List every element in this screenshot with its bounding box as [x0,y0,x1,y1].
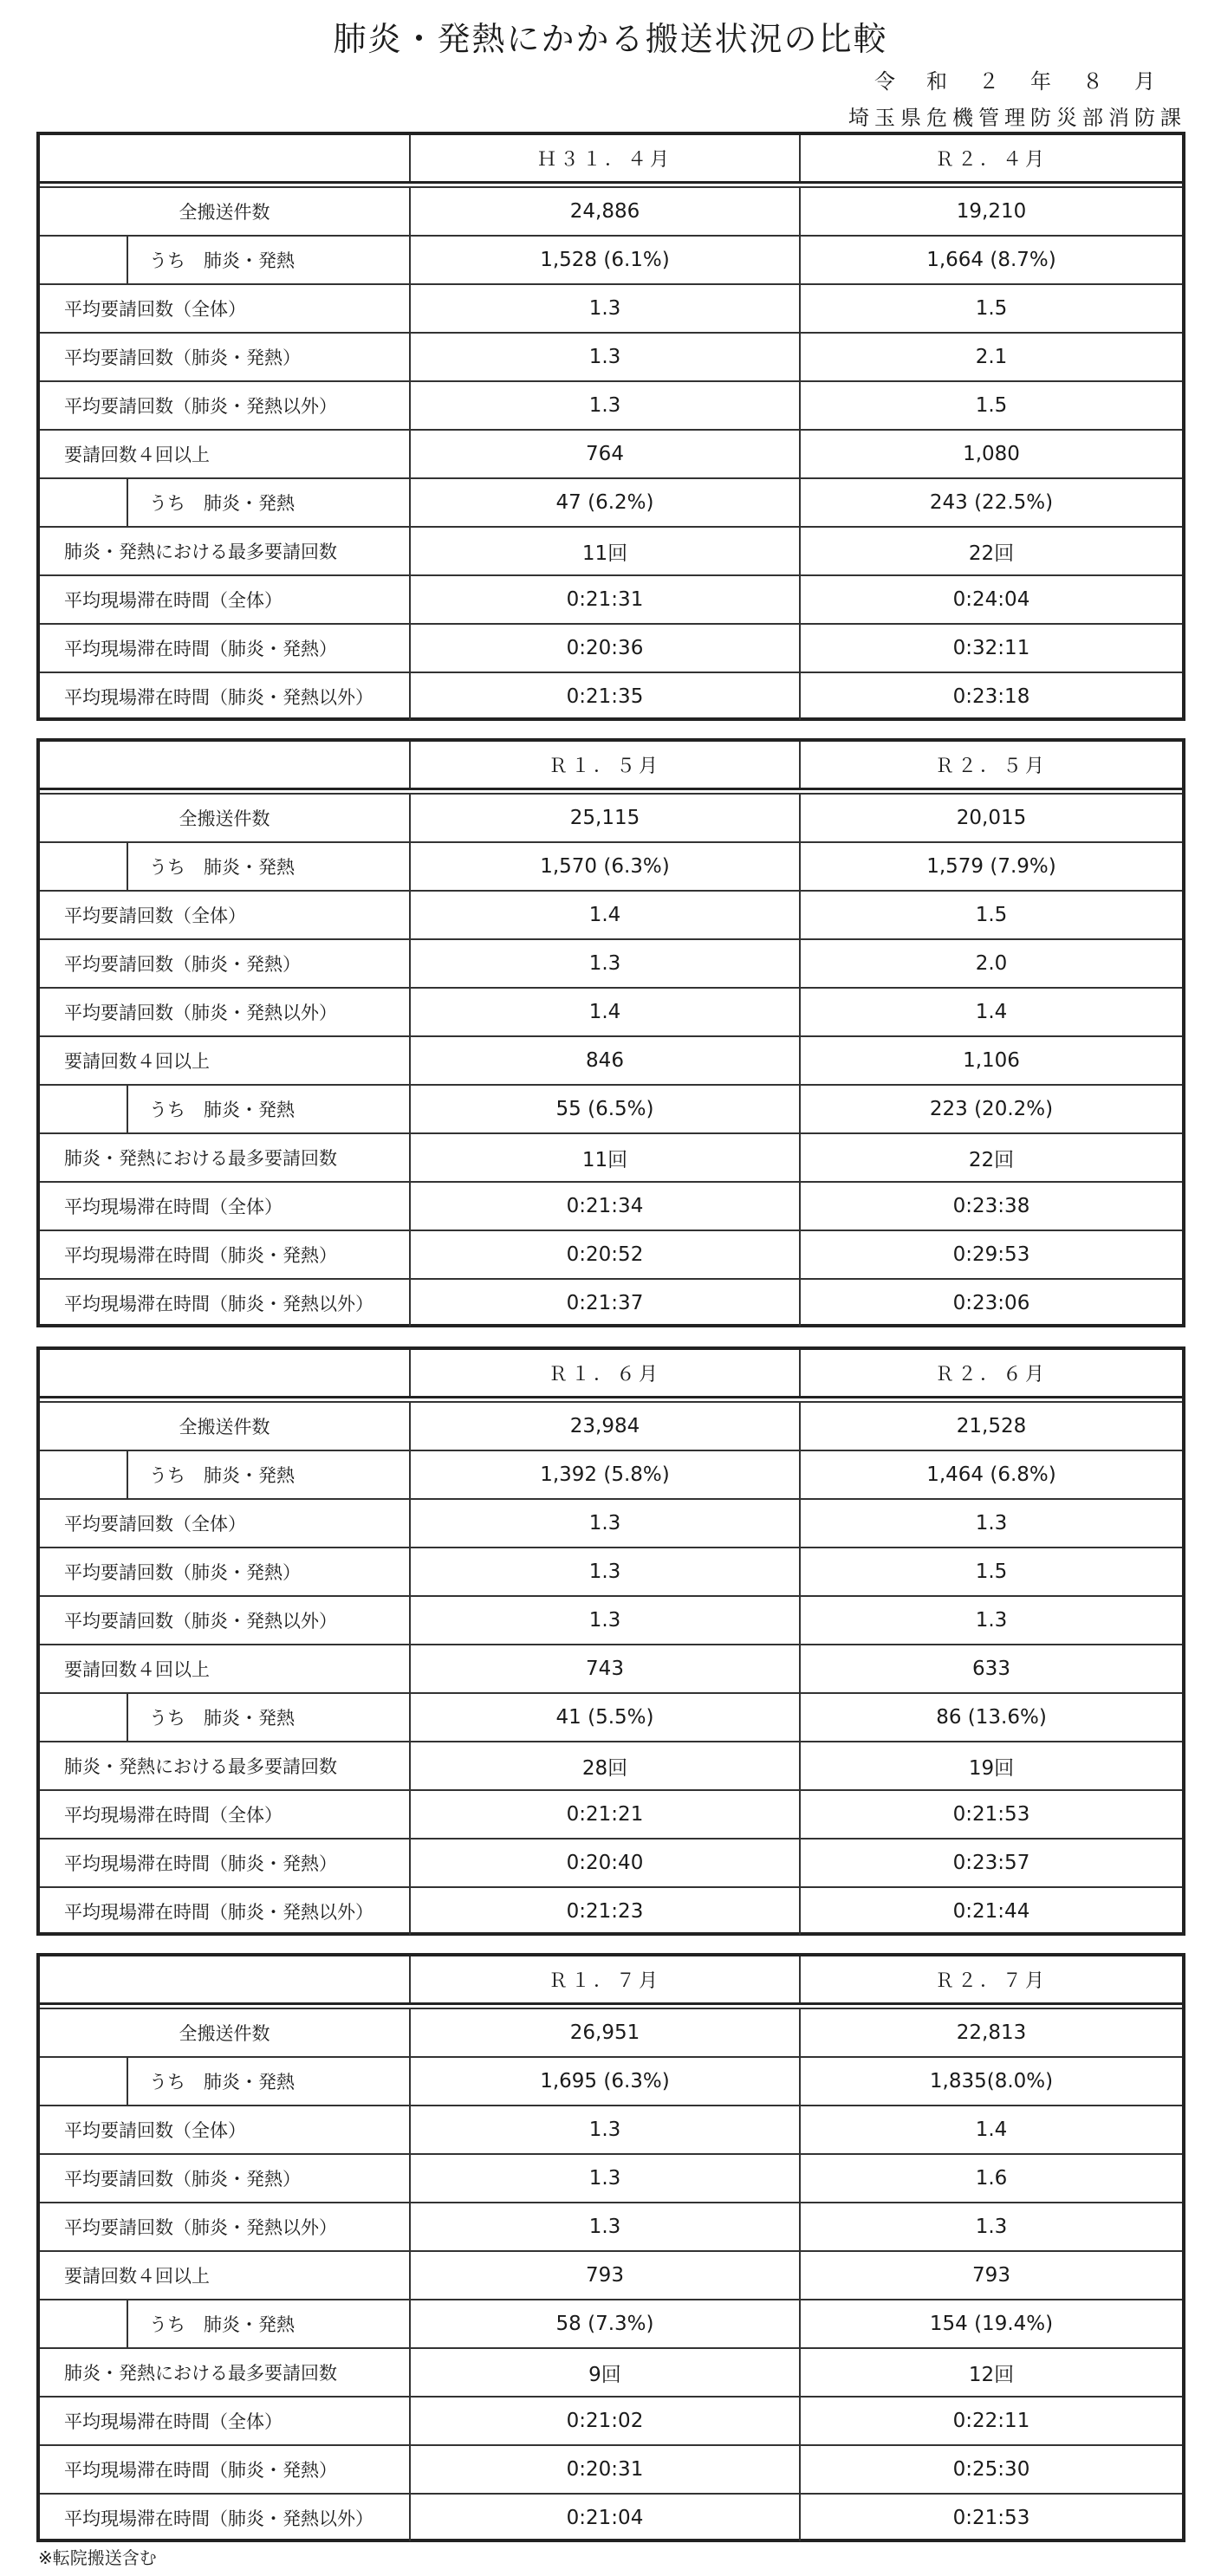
header-period-a: Ｒ１．７月 [409,1956,799,2002]
value-period-a: 1.3 [409,940,799,987]
row-label: うち 肺炎・発熱 [127,843,409,890]
header-label-cell [40,1956,409,2002]
value-period-a: 1.3 [409,1500,799,1547]
value-period-b: 21,528 [799,1403,1182,1450]
value-period-a: 0:21:02 [409,2398,799,2444]
value-period-a: 1.3 [409,1548,799,1595]
page-title: 肺炎・発熱にかかる搬送状況の比較 [333,20,888,58]
row-label: 平均現場滞在時間（肺炎・発熱） [64,2460,337,2481]
value-period-b: 1.5 [799,382,1182,429]
table-header-row [40,135,1182,184]
value-period-b: 22,813 [799,2009,1182,2056]
value-period-a: 58 (7.3%) [409,2300,799,2347]
row-label: 肺炎・発熱における最多要請回数 [64,1756,337,1777]
table-row [40,1644,1182,1692]
value-period-a: 1,570 (6.3%) [409,843,799,890]
value-period-b: 0:29:53 [799,1231,1182,1278]
row-label: 全搬送件数 [179,2023,270,2044]
table-row [40,2347,1182,2396]
value-period-b: 0:23:18 [799,673,1182,720]
row-label: 平均現場滞在時間（全体） [64,1805,283,1826]
row-label: 要請回数４回以上 [64,1659,210,1680]
value-period-a: 28回 [409,1742,799,1789]
table-header-row [40,742,1182,790]
row-label: うち 肺炎・発熱 [127,1694,409,1741]
value-period-a: 0:21:37 [409,1280,799,1327]
value-period-b: 0:25:30 [799,2446,1182,2493]
value-period-b: 1.3 [799,2203,1182,2250]
value-period-a: 11回 [409,1134,799,1181]
value-period-a: 0:21:04 [409,2495,799,2541]
row-label: 肺炎・発熱における最多要請回数 [64,542,337,562]
row-label: 肺炎・発熱における最多要請回数 [64,1148,337,1169]
value-period-a: 26,951 [409,2009,799,2056]
header-label-cell [40,1350,409,1396]
value-period-a: 1,528 (6.1%) [409,237,799,283]
table-row [40,1838,1182,1886]
table-row [40,186,1182,235]
value-period-a: 24,886 [409,188,799,235]
row-label: 平均現場滞在時間（肺炎・発熱） [64,1853,337,1874]
comparison-table [36,1346,1185,1936]
value-period-a: 1,695 (6.3%) [409,2058,799,2105]
header-period-b: Ｒ２．７月 [799,1956,1182,2002]
value-period-a: 0:20:52 [409,1231,799,1278]
row-label: うち 肺炎・発熱 [127,237,409,283]
header-period-b: Ｒ２．６月 [799,1350,1182,1396]
table-row [40,380,1182,429]
header-period-b: Ｒ２．４月 [799,135,1182,181]
document-date: 令和２年８月 [874,69,1186,94]
table-row [40,2202,1182,2250]
value-period-b: 20,015 [799,795,1182,841]
row-label: 平均要請回数（肺炎・発熱） [64,347,301,368]
table-row [40,1886,1182,1935]
value-period-a: 846 [409,1037,799,1084]
row-label: 平均現場滞在時間（肺炎・発熱以外） [64,687,373,708]
value-period-b: 22回 [799,528,1182,574]
row-label: うち 肺炎・発熱 [127,479,409,526]
value-period-a: 0:20:40 [409,1840,799,1886]
value-period-a: 55 (6.5%) [409,1086,799,1132]
row-label: 平均現場滞在時間（肺炎・発熱以外） [64,1902,373,1923]
value-period-b: 1.5 [799,285,1182,332]
value-period-b: 154 (19.4%) [799,2300,1182,2347]
value-period-b: 2.1 [799,334,1182,380]
value-period-a: 1.3 [409,382,799,429]
value-period-a: 0:21:31 [409,576,799,623]
row-label: 肺炎・発熱における最多要請回数 [64,2363,337,2384]
value-period-b: 1.5 [799,1548,1182,1595]
value-period-a: 47 (6.2%) [409,479,799,526]
row-label: 平均要請回数（肺炎・発熱以外） [64,1002,337,1023]
table-row [40,1278,1182,1327]
value-period-a: 0:21:23 [409,1888,799,1935]
header-period-b: Ｒ２．５月 [799,742,1182,788]
row-label: うち 肺炎・発熱 [127,1086,409,1132]
table-row [40,2250,1182,2299]
value-period-b: 1,835(8.0%) [799,2058,1182,2105]
table-row [40,1450,1182,1498]
value-period-b: 19,210 [799,188,1182,235]
value-period-b: 1.3 [799,1500,1182,1547]
value-period-b: 0:22:11 [799,2398,1182,2444]
table-row [40,1498,1182,1547]
value-period-b: 0:21:44 [799,1888,1182,1935]
row-label: 全搬送件数 [179,202,270,223]
table-row [40,938,1182,987]
table-row [40,1084,1182,1132]
value-period-a: 793 [409,2252,799,2299]
table-row [40,283,1182,332]
value-period-b: 0:32:11 [799,625,1182,672]
table-row [40,890,1182,938]
row-label: 要請回数４回以上 [64,1051,210,1072]
value-period-b: 1.4 [799,2106,1182,2153]
value-period-a: 1.3 [409,2203,799,2250]
row-label: うち 肺炎・発熱 [127,2300,409,2347]
header-label-cell [40,135,409,181]
table-row [40,2105,1182,2153]
row-label: 全搬送件数 [179,1417,270,1437]
value-period-a: 1.3 [409,1597,799,1644]
row-label: うち 肺炎・発熱 [127,2058,409,2105]
value-period-b: 12回 [799,2349,1182,2396]
value-period-b: 1,106 [799,1037,1182,1084]
table-row [40,1181,1182,1230]
row-label: 要請回数４回以上 [64,2266,210,2287]
table-row [40,1741,1182,1789]
row-label: 平均要請回数（肺炎・発熱） [64,1562,301,1583]
value-period-b: 86 (13.6%) [799,1694,1182,1741]
row-label: 平均現場滞在時間（肺炎・発熱以外） [64,2508,373,2529]
row-label: 平均要請回数（肺炎・発熱） [64,954,301,975]
row-label: 平均現場滞在時間（全体） [64,590,283,611]
row-label: 平均現場滞在時間（肺炎・発熱） [64,639,337,659]
table-row [40,1230,1182,1278]
row-label: 全搬送件数 [179,808,270,829]
value-period-b: 0:23:06 [799,1280,1182,1327]
value-period-b: 1,464 (6.8%) [799,1451,1182,1498]
value-period-a: 0:20:36 [409,625,799,672]
value-period-a: 743 [409,1645,799,1692]
table-row [40,793,1182,841]
table-row [40,429,1182,477]
value-period-a: 1.4 [409,989,799,1035]
value-period-a: 25,115 [409,795,799,841]
value-period-a: 1.3 [409,2155,799,2202]
value-period-a: 0:21:35 [409,673,799,720]
table-row [40,2493,1182,2541]
comparison-table [36,132,1185,721]
table-header-row [40,1350,1182,1398]
row-label: 平均要請回数（全体） [64,2120,246,2141]
table-row [40,2396,1182,2444]
value-period-b: 1,664 (8.7%) [799,237,1182,283]
table-row [40,2153,1182,2202]
header-period-a: Ｒ１．６月 [409,1350,799,1396]
table-row [40,2444,1182,2493]
table-row [40,1789,1182,1838]
value-period-b: 1,579 (7.9%) [799,843,1182,890]
table-row [40,1401,1182,1450]
value-period-b: 0:23:38 [799,1183,1182,1230]
row-label: 平均現場滞在時間（肺炎・発熱以外） [64,1294,373,1314]
value-period-b: 1.6 [799,2155,1182,2202]
value-period-b: 1.5 [799,892,1182,938]
table-row [40,332,1182,380]
value-period-a: 11回 [409,528,799,574]
table-row [40,841,1182,890]
value-period-a: 0:21:21 [409,1791,799,1838]
row-label: 平均要請回数（肺炎・発熱以外） [64,1611,337,1632]
value-period-b: 19回 [799,1742,1182,1789]
value-period-b: 0:21:53 [799,2495,1182,2541]
row-label: 平均現場滞在時間（肺炎・発熱） [64,1245,337,1266]
table-row [40,526,1182,574]
row-label: 平均要請回数（全体） [64,1514,246,1535]
row-label: 要請回数４回以上 [64,444,210,465]
value-period-a: 0:21:34 [409,1183,799,1230]
row-label: 平均要請回数（全体） [64,905,246,926]
comparison-table [36,738,1185,1327]
value-period-a: 41 (5.5%) [409,1694,799,1741]
value-period-a: 1.3 [409,285,799,332]
value-period-a: 1,392 (5.8%) [409,1451,799,1498]
table-row [40,672,1182,720]
row-label: 平均要請回数（肺炎・発熱以外） [64,396,337,417]
value-period-b: 223 (20.2%) [799,1086,1182,1132]
value-period-a: 9回 [409,2349,799,2396]
value-period-b: 1,080 [799,431,1182,477]
row-label: うち 肺炎・発熱 [127,1451,409,1498]
table-row [40,235,1182,283]
value-period-a: 1.4 [409,892,799,938]
table-header-row [40,1956,1182,2005]
value-period-b: 22回 [799,1134,1182,1181]
table-row [40,1132,1182,1181]
header-period-a: Ｈ３１．４月 [409,135,799,181]
table-row [40,477,1182,526]
row-label: 平均要請回数（肺炎・発熱以外） [64,2217,337,2238]
row-label: 平均現場滞在時間（全体） [64,1197,283,1217]
table-row [40,2008,1182,2056]
value-period-b: 1.3 [799,1597,1182,1644]
value-period-b: 0:23:57 [799,1840,1182,1886]
table-row [40,574,1182,623]
value-period-a: 1.3 [409,334,799,380]
value-period-b: 0:21:53 [799,1791,1182,1838]
row-label: 平均現場滞在時間（全体） [64,2411,283,2432]
department-name: 埼玉県危機管理防災部消防課 [848,106,1186,130]
table-row [40,1547,1182,1595]
table-row [40,1035,1182,1084]
header-label-cell [40,742,409,788]
table-row [40,623,1182,672]
value-period-a: 1.3 [409,2106,799,2153]
value-period-b: 243 (22.5%) [799,479,1182,526]
table-row [40,1595,1182,1644]
footnote: ※転院搬送含む [38,2547,157,2568]
value-period-a: 23,984 [409,1403,799,1450]
value-period-a: 764 [409,431,799,477]
table-row [40,2056,1182,2105]
value-period-b: 793 [799,2252,1182,2299]
value-period-b: 0:24:04 [799,576,1182,623]
row-label: 平均要請回数（肺炎・発熱） [64,2169,301,2190]
value-period-a: 0:20:31 [409,2446,799,2493]
comparison-table [36,1953,1185,2542]
value-period-b: 1.4 [799,989,1182,1035]
table-row [40,2299,1182,2347]
table-row [40,1692,1182,1741]
row-label: 平均要請回数（全体） [64,299,246,320]
header-period-a: Ｒ１．５月 [409,742,799,788]
value-period-b: 633 [799,1645,1182,1692]
table-row [40,987,1182,1035]
value-period-b: 2.0 [799,940,1182,987]
